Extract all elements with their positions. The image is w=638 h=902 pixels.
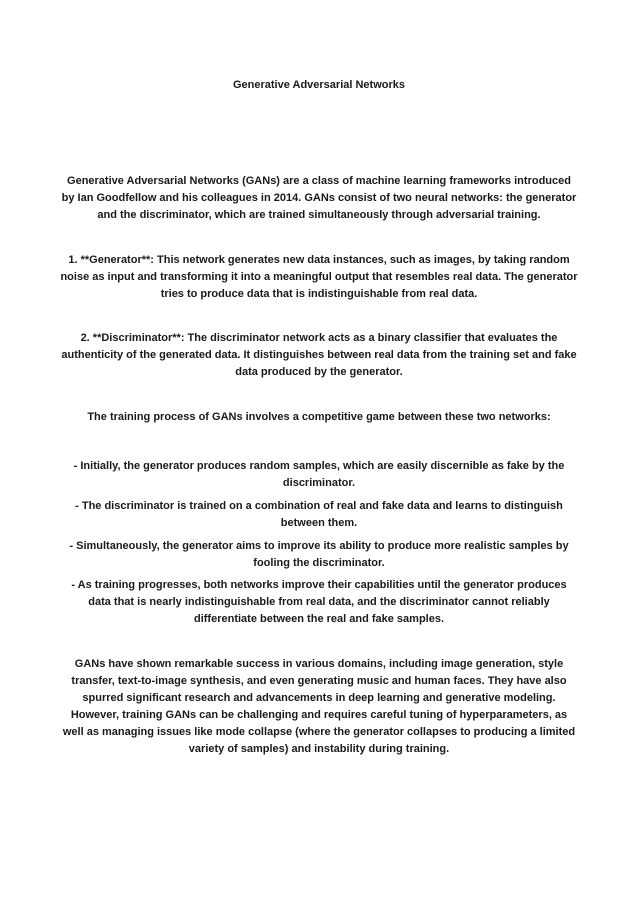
generator-point: 1. **Generator**: This network generates new data instances, such as images, by taking random noise as input and transforming it into a meaningful output that resembles real data. The generator tries to produce data that is indistinguishable from real data. [60, 254, 578, 300]
training-bullet-discriminator: - The discriminator is trained on a combination of real and fake data and learns to distinguish between them. [75, 500, 563, 529]
training-bullet-simultaneously: - Simultaneously, the generator aims to improve its ability to produce more realistic samples by fooling the discriminator. [69, 540, 569, 569]
conclusion-paragraph: GANs have shown remarkable success in various domains, including image generation, style transfer, text-to-image synthesis, and even generating music and human faces. They have also spurred significant research and advancements in deep learning and generative modeling. However, training GANs can be challenging and requires careful tuning of hyperparameters, as well as managing issues like mode collapse (where the generator collapses to producing a limited variety of samples) and instability during training. [62, 658, 576, 755]
training-bullet-initially: - Initially, the generator produces random samples, which are easily discernible as fake by the discriminator. [73, 460, 565, 489]
training-bullet-progress: - As training progresses, both networks improve their capabilities until the generator produces data that is nearly indistinguishable from real data, and the discriminator cannot reliably differentiate between the real and fake samples. [71, 579, 567, 625]
discriminator-point: 2. **Discriminator**: The discriminator network acts as a binary classifier that evaluates the authenticity of the generated data. It distinguishes between real data from the training set and fake data produced by the generator. [61, 332, 577, 378]
training-intro-paragraph: The training process of GANs involves a competitive game between these two networks: [87, 411, 551, 423]
document-title: Generative Adversarial Networks [232, 79, 405, 91]
intro-paragraph: Generative Adversarial Networks (GANs) are a class of machine learning frameworks introduced by Ian Goodfellow and his colleagues in 2014. GANs consist of two neural networks: the generator and the discriminator, which are trained simultaneously through adversarial training. [61, 175, 577, 221]
